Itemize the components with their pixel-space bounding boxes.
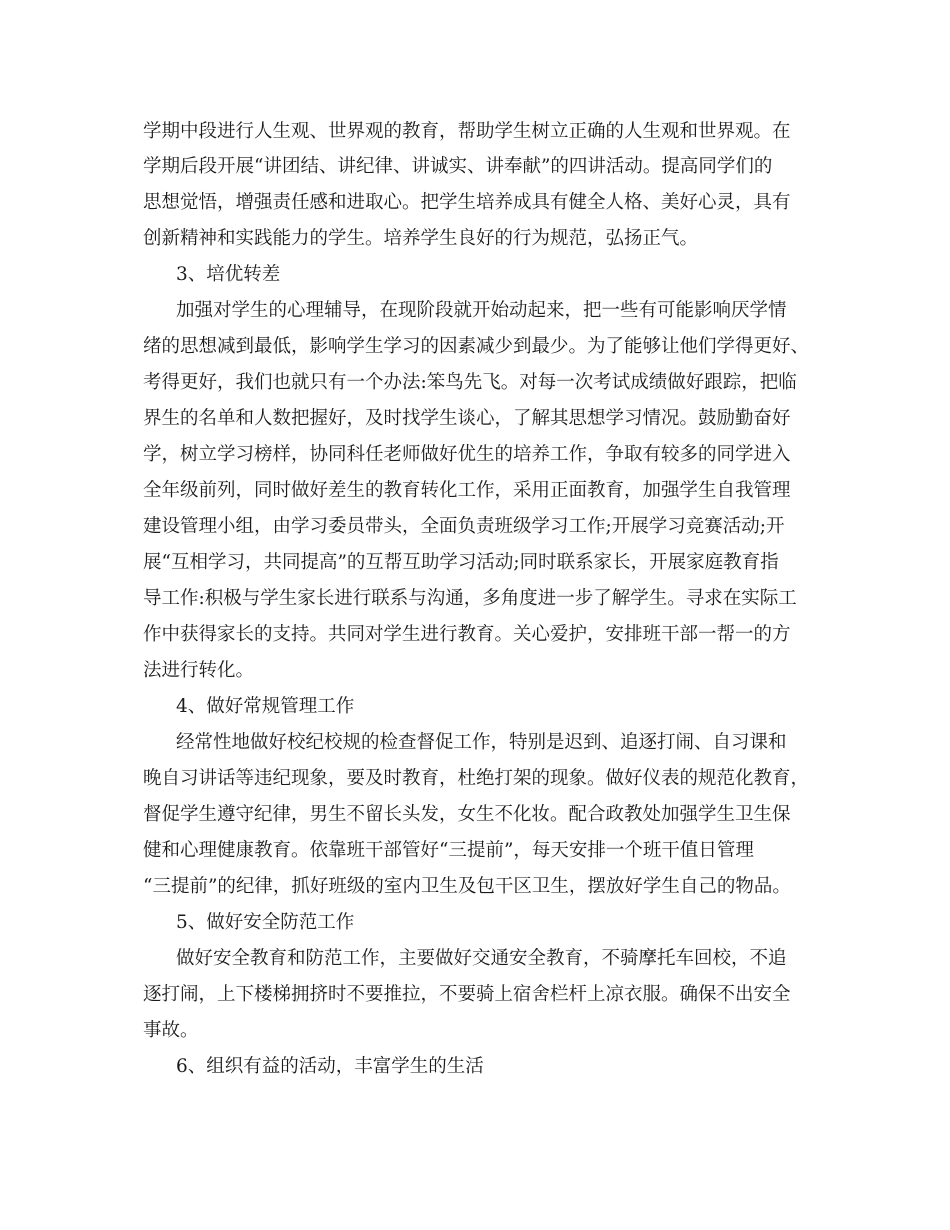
body-text-line: 事故。 — [143, 1020, 199, 1041]
body-text-line: 法进行转化。 — [143, 660, 255, 681]
body-text-line: 健和心理健康教育。依靠班干部管好“三提前”，每天安排一个班干值日管理 — [143, 840, 754, 861]
body-text-line: 绪的思想减到最低，影响学生学习的因素减少到最少。为了能够让他们学得更好、 — [143, 336, 810, 357]
body-text-line: 做好安全教育和防范工作，主要做好交通安全教育，不骑摩托车回校，不追 — [176, 948, 787, 969]
body-text-line: 经常性地做好校纪校规的检查督促工作，特别是迟到、追逐打闹、自习课和 — [176, 732, 787, 753]
body-text-line: 学，树立学习榜样，协同科任老师做好优生的培养工作，争取有较多的同学进入 — [143, 444, 791, 465]
body-text-line: 建设管理小组，由学习委员带头，全面负责班级学习工作;开展学习竞赛活动;开 — [143, 516, 785, 537]
body-text-line: 晚自习讲话等违纪现象，要及时教育，杜绝打架的现象。做好仪表的规范化教育， — [143, 768, 810, 789]
body-text-line: 学期后段开展“讲团结、讲纪律、讲诚实、讲奉献”的四讲活动。提高同学们的 — [143, 156, 773, 177]
body-text-line: “三提前”的纪律，抓好班级的室内卫生及包干区卫生，摆放好学生自己的物品。 — [143, 876, 791, 897]
body-text-line: 创新精神和实践能力的学生。培养学生良好的行为规范，弘扬正气。 — [143, 228, 699, 249]
body-text-line: 考得更好，我们也就只有一个办法:笨鸟先飞。对每一次考试成绩做好跟踪，把临 — [143, 372, 797, 393]
body-text-line: 界生的名单和人数把握好，及时找学生谈心，了解其思想学习情况。鼓励勤奋好 — [143, 408, 791, 429]
section-heading-5: 5、做好安全防范工作 — [176, 912, 355, 933]
section-heading-4: 4、做好常规管理工作 — [176, 696, 355, 717]
section-heading-3: 3、培优转差 — [176, 264, 281, 285]
body-text-line: 思想觉悟，增强责任感和进取心。把学生培养成具有健全人格、美好心灵，具有 — [143, 192, 791, 213]
body-text-line: 学期中段进行人生观、世界观的教育，帮助学生树立正确的人生观和世界观。在 — [143, 121, 791, 142]
body-text-line: 导工作:积极与学生家长进行联系与沟通，多角度进一步了解学生。寻求在实际工 — [143, 588, 797, 609]
body-text-line: 全年级前列，同时做好差生的教育转化工作，采用正面教育，加强学生自我管理 — [143, 480, 791, 501]
body-text-line: 展“互相学习，共同提高”的互帮互助学习活动;同时联系家长，开展家庭教育指 — [143, 552, 779, 573]
body-text-line: 逐打闹，上下楼梯拥挤时不要推拉，不要骑上宿舍栏杆上凉衣服。确保不出安全 — [143, 984, 791, 1005]
section-heading-6: 6、组织有益的活动，丰富学生的生活 — [176, 1056, 484, 1077]
body-text-line: 督促学生遵守纪律，男生不留长头发，女生不化妆。配合政教处加强学生卫生保 — [143, 804, 791, 825]
body-text-line: 加强对学生的心理辅导，在现阶段就开始动起来，把一些有可能影响厌学情 — [176, 300, 787, 321]
body-text-line: 作中获得家长的支持。共同对学生进行教育。关心爱护，安排班干部一帮一的方 — [143, 624, 791, 645]
